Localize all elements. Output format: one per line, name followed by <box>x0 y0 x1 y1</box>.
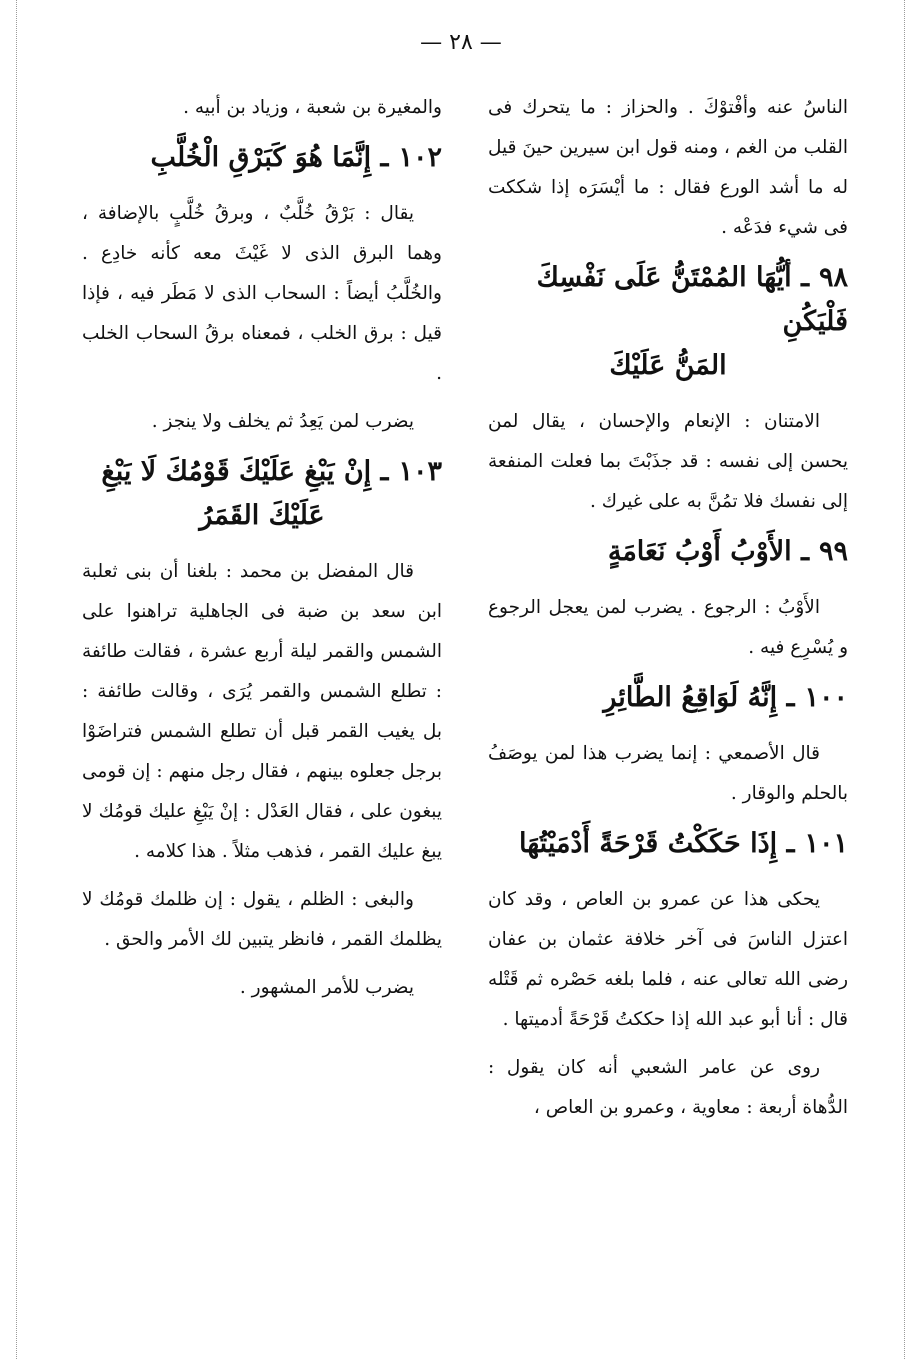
page-edge-dots <box>904 0 905 1359</box>
proverb-number: ٩٨ <box>818 262 848 293</box>
paragraph: يضرب لمن يَعِدُ ثم يخلف ولا ينجز . <box>151 411 414 432</box>
left-column <box>82 88 442 1016</box>
proverb-text: ـ إِنَّهُ لَوَاقِعُ الطَّائِرِ <box>603 682 795 713</box>
proverb-heading-99 <box>488 530 848 574</box>
proverb-heading-103 <box>82 450 442 538</box>
proverb-number: ١٠٣ <box>398 456 442 487</box>
paragraph: والمغيرة بن شعبة ، وزياد بن أبيه . <box>183 97 442 118</box>
proverb-number: ١٠٢ <box>398 142 442 173</box>
page-edge-dots <box>16 0 17 1359</box>
proverb-text-line2: المَنُّ عَلَيْكَ <box>609 350 727 381</box>
paragraph: الأَوْبُ : الرجوع . يضرب لمن يعجل الرجوع و يُسْرِع فيه . <box>488 597 848 658</box>
proverb-text-line2: عَلَيْكَ القَمَرُ <box>199 500 325 531</box>
proverb-text: ـ إِذَا حَكَكْتُ قَرْحَةً أَدْمَيْتُهَا <box>519 828 795 859</box>
paragraph: والبغى : الظلم ، يقول : إن ظلمك قومُك لا يظلمك القمر ، فانظر يتبين لك الأمر والحق . <box>82 889 442 950</box>
right-column <box>488 88 848 1136</box>
proverb-number: ١٠١ <box>804 828 848 859</box>
proverb-number: ٩٩ <box>818 536 848 567</box>
paragraph: يقال : بَرْقُ خُلَّبٌ ، وبرقُ خُلَّبٍ بالإضافة ، وهما البرق الذى لا غَيْثَ معه كأنه خادِع . والخُلَّبُ أيضاً : السحاب الذى لا مَطَر فيه ، فإذا قيل : برق الخلب ، فمعناه برقُ السحاب الخلب . <box>82 203 442 384</box>
paragraph: الامتنان : الإنعام والإحسان ، يقال لمن يحسن إلى نفسه : قد جذَبْتَ بما فعلت المنفعة إلى نفسك فلا تمُنَّ به على غيرك . <box>488 411 848 512</box>
paragraph: روى عن عامر الشعبي أنه كان يقول : الدُّهاة أربعة : معاوية ، وعمرو بن العاص ، <box>488 1057 848 1118</box>
proverb-text: ـ إِنَّمَا هُوَ كَبَرْقِ الْخُلَّبِ <box>150 142 389 173</box>
proverb-text: ـ إِنْ يَبْغِ عَلَيْكَ قَوْمُكَ لَا يَبْغِ <box>101 456 389 487</box>
proverb-number: ١٠٠ <box>804 682 848 713</box>
proverb-heading-100 <box>488 676 848 720</box>
proverb-text: ـ أيُّهَا المُمْتَنُّ عَلَى نَفْسِكَ فَلْيَكُنِ <box>536 262 848 337</box>
paragraph: يضرب للأمر المشهور . <box>239 977 414 998</box>
paragraph: الناسُ عنه وأفْتوْكَ . والحزاز : ما يتحرك فى القلب من الغم ، ومنه قول ابن سيرين حينَ قيل له ما أشد الورع فقال : ما أيْسَرَه إذا شككت فى شيء فدَعْه . <box>488 97 848 238</box>
proverb-heading-101 <box>488 822 848 866</box>
paragraph: قال المفضل بن محمد : بلغنا أن بنى ثعلبة ابن سعد بن ضبة فى الجاهلية تراهنوا على الشمس والقمر ليلة أربع عشرة ، فقالت طائفة : تطلع الشمس والقمر يُرَى ، وقالت طائفة : بل يغيب القمر قبل أن تطلع الشمس فتراضَوْا برجل جعلوه بينهم ، فقال رجل منهم : إن قومى يبغون على ، فقال العَدْل : إنْ يَبْغِ عليك قومُك لا يبغ عليك القمر ، فذهب مثلاً . هذا كلامه . <box>82 561 442 862</box>
proverb-text: ـ الأَوْبُ أَوْبُ نَعَامَةٍ <box>607 536 809 567</box>
proverb-heading-102 <box>82 136 442 180</box>
proverb-heading-98 <box>488 256 848 388</box>
page-number: — ٢٨ — <box>420 30 502 55</box>
paragraph: قال الأصمعي : إنما يضرب هذا لمن يوصَفُ بالحلم والوقار . <box>488 743 848 804</box>
paragraph: يحكى هذا عن عمرو بن العاص ، وقد كان اعتزل الناسَ فى آخر خلافة عثمان بن عفان رضى الله تعالى عنه ، فلما بلغه حَصْره ثم قَتْله قال : أنا أبو عبد الله إذا حككتُ قَرْحَةً أدميتها . <box>488 889 848 1030</box>
